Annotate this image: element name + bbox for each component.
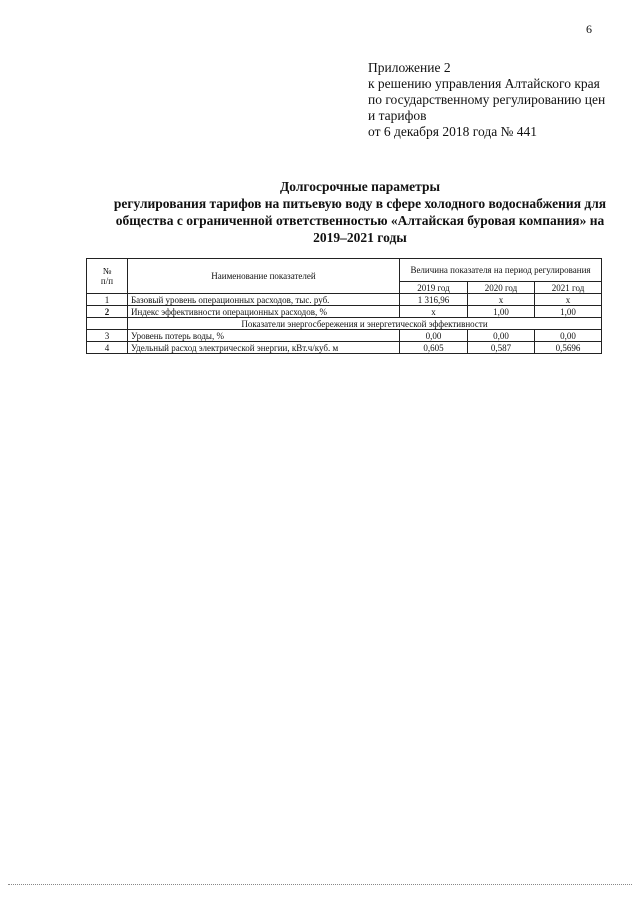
section-label: Показатели энергосбережения и энергетической эффективности [128,318,602,330]
annex-line-2: к решению управления Алтайского края [368,76,600,91]
header-number: № п/п [87,259,128,294]
header-indicator-name: Наименование показателей [128,259,400,294]
row-value-2019: х [400,306,468,318]
row-value-2021: х [535,294,602,306]
row-value-2021: 0,00 [535,330,602,342]
parameters-table [86,258,602,354]
row-value-2019: 0,605 [400,342,468,354]
row-value-2020: 1,00 [468,306,535,318]
title-line-3: общества с ограниченной ответственностью «Алтайская буровая компания» на [115,213,605,228]
section-spacer [87,318,128,330]
page-number: 6 [586,22,592,36]
row-value-2019: 1 316,96 [400,294,468,306]
row-value-2021: 1,00 [535,306,602,318]
header-year-2020: 2020 год [468,282,535,294]
row-value-2021: 0,5696 [535,342,602,354]
row-value-2020: 0,587 [468,342,535,354]
bottom-divider [8,884,632,885]
row-indicator: Базовый уровень операционных расходов, тыс. руб. [128,294,400,306]
row-value-2020: х [468,294,535,306]
row-number: 2 [87,306,128,318]
title-line-4: 2019–2021 годы [313,230,407,245]
annex-line-3: по государственному регулированию цен [368,92,606,107]
row-number: 1 [87,294,128,306]
table-row [87,306,602,318]
title-line-1: Долгосрочные параметры [280,179,440,194]
row-number: 4 [87,342,128,354]
row-value-2019: 0,00 [400,330,468,342]
annex-line-4: и тарифов [368,108,427,123]
annex-line-1: Приложение 2 [368,60,451,75]
annex-header [368,60,605,140]
row-indicator: Уровень потерь воды, % [128,330,400,342]
table-row [87,330,602,342]
title-line-2: регулирования тарифов на питьевую воду в сфере холодного водоснабжения для [113,196,607,211]
header-year-2019: 2019 год [400,282,468,294]
row-number: 3 [87,330,128,342]
table-row [87,294,602,306]
row-indicator: Удельный расход электрической энергии, кВт.ч/куб. м [128,342,400,354]
header-period: Величина показателя на период регулирования [400,259,602,282]
row-indicator: Индекс эффективности операционных расходов, % [128,306,400,318]
row-value-2020: 0,00 [468,330,535,342]
table-row [87,342,602,354]
table-section-row [87,318,602,330]
table-header-row [87,259,602,282]
annex-line-5: от 6 декабря 2018 года № 441 [368,124,538,139]
document-title [100,178,620,246]
header-year-2021: 2021 год [535,282,602,294]
